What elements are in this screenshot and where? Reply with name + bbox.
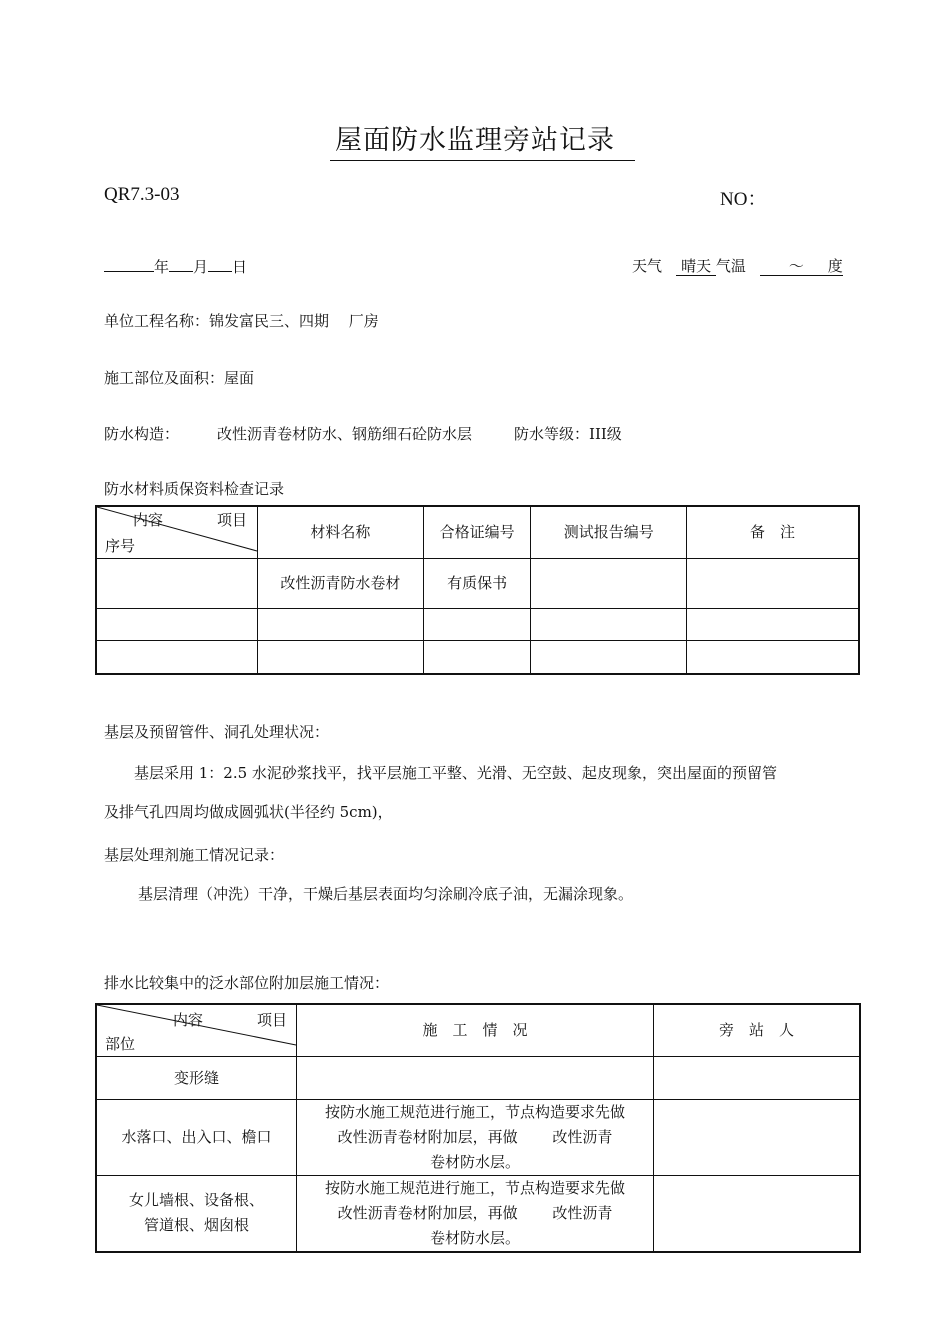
header-test-report-no: 测试报告编号 <box>531 506 687 558</box>
table-cell[interactable] <box>531 608 687 640</box>
table-cell[interactable] <box>96 640 257 674</box>
header-construction-status: 施 工 情 况 <box>296 1004 653 1056</box>
material-section-title: 防水材料质保资料检查记录 <box>104 480 285 498</box>
year-label: 年 <box>154 258 170 276</box>
table-cell[interactable] <box>423 640 531 674</box>
diag-item-label: 项目 <box>257 1011 288 1029</box>
waterproof-structure: 防水构造： 改性沥青卷材防水、钢筋细石砼防水层 防水等级：III级 <box>104 425 622 443</box>
primer-text: 基层清理（冲洗）干净，干燥后基层表面均匀涂刷冷底子油，无漏涂现象。 <box>138 885 634 903</box>
page-title: 屋面防水监理旁站记录 <box>335 125 615 156</box>
table-cell[interactable] <box>96 558 257 608</box>
table-cell[interactable] <box>531 558 687 608</box>
base-text-line-1: 基层采用 1：2.5 水泥砂浆找平，找平层施工平整、光滑、无空鼓、起皮现象，突出屋面的预留管 <box>134 764 777 782</box>
diag-content-label: 内容 <box>173 1011 204 1029</box>
temp-label: 气温 <box>715 257 746 275</box>
construction-location: 施工部位及面积：屋面 <box>104 369 255 387</box>
table-cell[interactable] <box>531 640 687 674</box>
part-parapet-base: 女儿墙根、设备根、 管道根、烟囱根 <box>96 1175 296 1252</box>
part-drain-outlet: 水落口、出入口、檐口 <box>96 1099 296 1175</box>
diagonal-header-cell <box>96 506 257 558</box>
base-text-line-2: 及排气孔四周均做成圆弧状(半径约 5cm)， <box>104 803 393 821</box>
supervisor-cell[interactable] <box>654 1056 860 1099</box>
table-cell[interactable] <box>257 608 423 640</box>
diag-item-label: 项目 <box>217 511 248 529</box>
table-cell[interactable] <box>686 558 859 608</box>
weather-value: 晴天 <box>676 257 716 276</box>
table-cell[interactable] <box>257 640 423 674</box>
date-line <box>104 255 247 277</box>
header-remarks: 备 注 <box>686 506 859 558</box>
header-supervisor: 旁 站 人 <box>654 1004 860 1056</box>
work-cell[interactable] <box>296 1056 653 1099</box>
drain-section-title: 排水比较集中的泛水部位附加层施工情况： <box>104 974 390 992</box>
month-label: 月 <box>193 258 209 276</box>
header-certificate-no: 合格证编号 <box>423 506 531 558</box>
title-underline <box>330 160 635 161</box>
temp-range: ～ 度 <box>760 257 842 276</box>
day-label: 日 <box>232 258 248 276</box>
flashing-table <box>95 1003 861 1253</box>
table-cell[interactable] <box>686 608 859 640</box>
table-cell[interactable] <box>423 608 531 640</box>
supervisor-cell[interactable] <box>654 1099 860 1175</box>
diag-content-label: 内容 <box>133 511 164 529</box>
base-section-title: 基层及预留管件、洞孔处理状况： <box>104 723 330 741</box>
table-cell[interactable] <box>686 640 859 674</box>
diagonal-header-cell <box>96 1004 296 1056</box>
diag-row-label: 序号 <box>105 537 136 555</box>
form-number-label: NO： <box>720 189 767 210</box>
form-code: QR7.3-03 <box>104 184 180 205</box>
work-cell[interactable]: 按防水施工规范进行施工，节点构造要求先做 改性沥青卷材附加层，再做 改性沥青 卷材防水层。 <box>296 1175 653 1252</box>
project-name: 单位工程名称：锦发富民三、四期 厂房 <box>104 312 379 330</box>
year-blank[interactable] <box>104 255 154 272</box>
day-blank[interactable] <box>208 255 232 272</box>
work-cell[interactable]: 按防水施工规范进行施工，节点构造要求先做 改性沥青卷材附加层，再做 改性沥青 卷材防水层。 <box>296 1099 653 1175</box>
part-expansion-joint: 变形缝 <box>96 1056 296 1099</box>
weather-label: 天气 <box>632 257 663 275</box>
weather-line <box>632 255 843 276</box>
table-cell[interactable] <box>96 608 257 640</box>
month-blank[interactable] <box>169 255 193 272</box>
supervisor-cell[interactable] <box>654 1175 860 1252</box>
diag-row-label: 部位 <box>105 1035 136 1053</box>
primer-section-title: 基层处理剂施工情况记录： <box>104 846 285 864</box>
table-cell[interactable]: 改性沥青防水卷材 <box>257 558 423 608</box>
header-material-name: 材料名称 <box>257 506 423 558</box>
table-cell[interactable]: 有质保书 <box>423 558 531 608</box>
material-table <box>95 505 860 675</box>
